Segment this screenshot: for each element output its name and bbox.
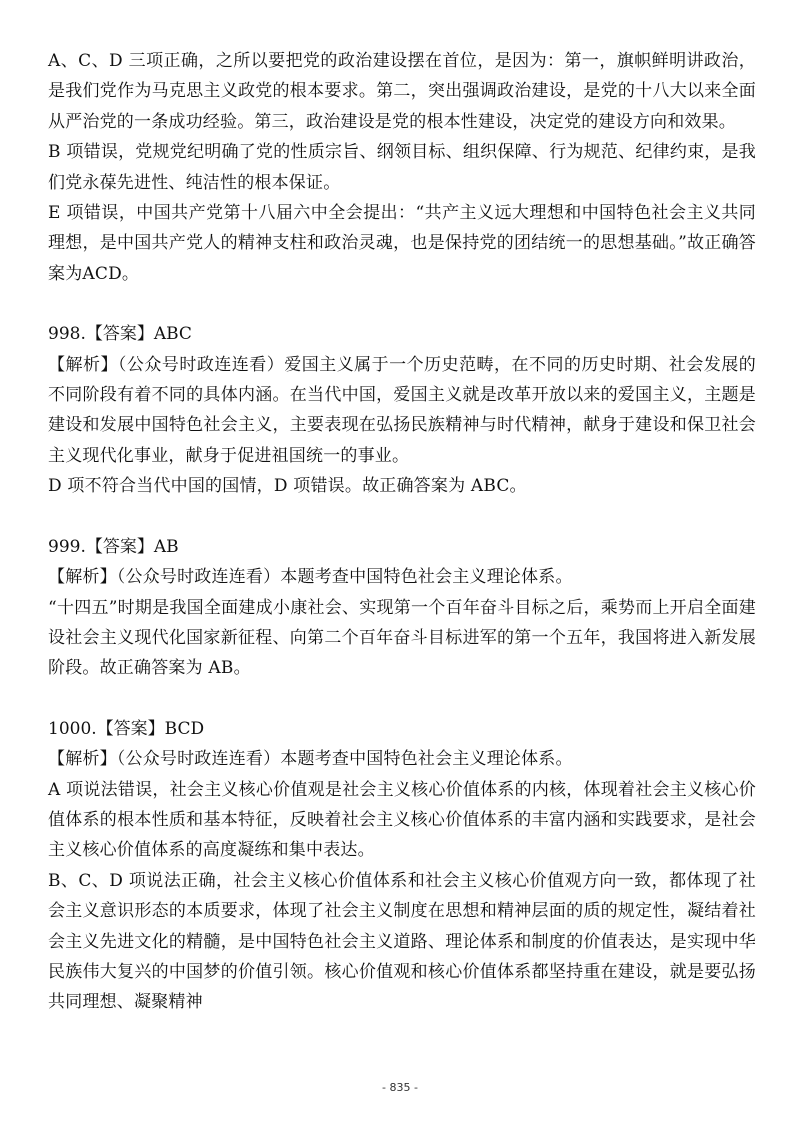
document-page: [48, 46, 756, 1018]
spacer: [48, 289, 756, 319]
paragraph-options-ace-explanation: A、C、D 三项正确，之所以要把党的政治建设摆在首位，是因为：第一，旗帜鲜明讲政治，是我们党作为马克思主义政党的根本要求。第二，突出强调政治建设，是党的十八大以来全面从严治党的一条成功经验。第三，政治建设是党的根本性建设，决定党的建设方向和效果。: [48, 51, 756, 132]
page-number: - 835 -: [382, 1081, 418, 1094]
analysis-999: 【解析】（公众号时政连连看）本题考查中国特色社会主义理论体系。: [48, 567, 573, 588]
answer-1000: 1000.【答案】BCD: [48, 718, 205, 739]
paragraph-option-b-explanation: B 项错误，党规党纪明确了党的性质宗旨、纲领目标、组织保障、行为规范、纪律约束，是我们党永葆先进性、纯洁性的根本保证。: [48, 142, 756, 193]
options-bcd-1000: B、C、D 项说法正确，社会主义核心价值体系和社会主义核心价值观方向一致，都体现了社会主义意识形态的本质要求，体现了社会主义制度在思想和精神层面的质的规定性，凝结着社会主义先进文化的精髓，是中国特色社会主义道路、理论体系和制度的价值表达，是实现中华民族伟大复兴的中国梦的价值引领。核心价值观和核心价值体系都坚持重在建设，就是要弘扬共同理想、凝聚精神: [48, 870, 756, 1013]
spacer: [48, 684, 756, 714]
body-999: “十四五”时期是我国全面建成小康社会、实现第一个百年奋斗目标之后，乘势而上开启全面建设社会主义现代化国家新征程、向第二个百年奋斗目标进军的第一个五年，我国将进入新发展阶段。故正确答案为 AB。: [48, 597, 756, 679]
conclusion-998: D 项不符合当代中国的国情，D 项错误。故正确答案为 ABC。: [48, 476, 527, 497]
option-a-1000: A 项说法错误，社会主义核心价值观是社会主义核心价值体系的内核，体现着社会主义核心价值体系的根本性质和基本特征，反映着社会主义核心价值体系的丰富内涵和实践要求，是社会主义核心价值体系的高度凝练和集中表达。: [48, 779, 756, 861]
paragraph-option-e-explanation: E 项错误，中国共产党第十八届六中全会提出：“共产主义远大理想和中国特色社会主义共同理想，是中国共产党人的精神支柱和政治灵魂，也是保持党的团结统一的思想基础。”故正确答案为ACD。: [48, 203, 756, 284]
answer-998: 998.【答案】ABC: [48, 324, 192, 345]
answer-999: 999.【答案】AB: [48, 536, 179, 557]
analysis-1000: 【解析】（公众号时政连连看）本题考查中国特色社会主义理论体系。: [48, 749, 573, 770]
spacer: [48, 502, 756, 532]
analysis-998: 【解析】（公众号时政连连看）爱国主义属于一个历史范畴，在不同的历史时期、社会发展的不同阶段有着不同的具体内涵。在当代中国，爱国主义就是改革开放以来的爱国主义，主题是建设和发展中国特色社会主义，主要表现在弘扬民族精神与时代精神，献身于建设和保卫社会主义现代化事业，献身于促进祖国统一的事业。: [48, 354, 756, 466]
